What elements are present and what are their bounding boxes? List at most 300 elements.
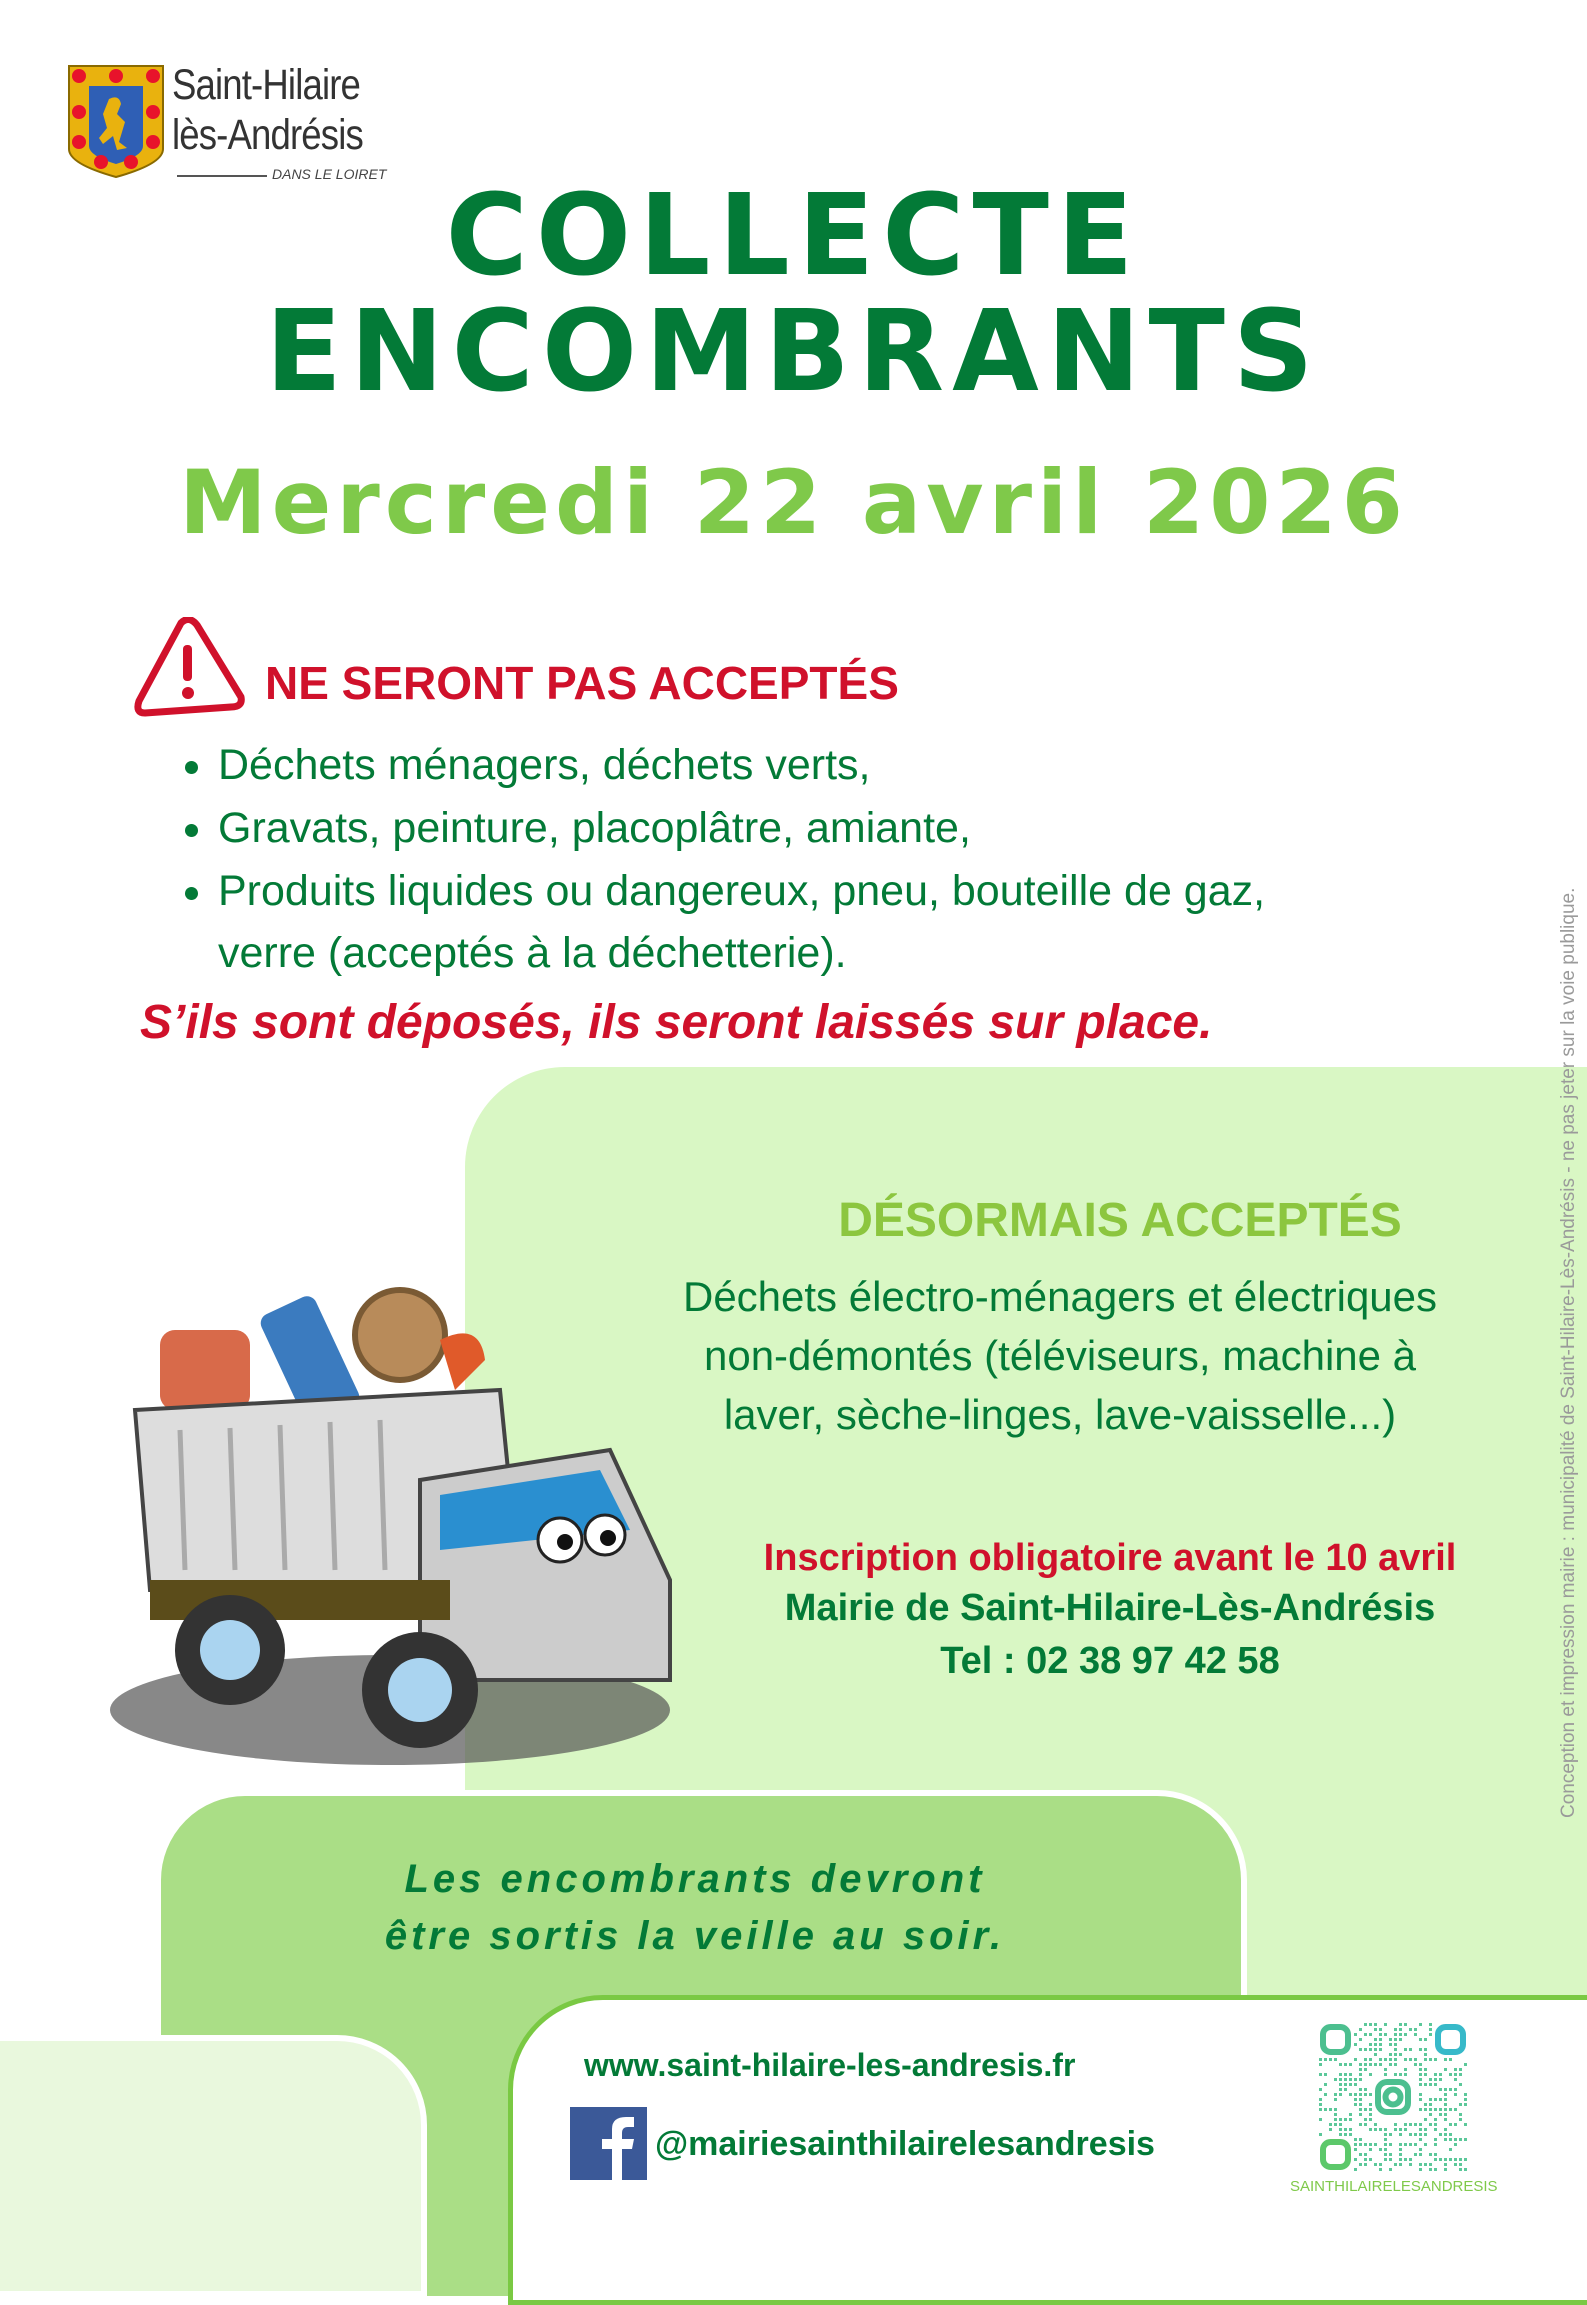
qr-module — [1414, 2123, 1417, 2126]
qr-module — [1334, 2093, 1337, 2096]
qr-module — [1364, 2143, 1367, 2146]
qr-module — [1434, 2143, 1437, 2146]
qr-module — [1334, 2108, 1337, 2111]
qr-module — [1329, 2108, 1332, 2111]
qr-module — [1394, 2063, 1397, 2066]
qr-module — [1429, 2108, 1432, 2111]
qr-module — [1424, 2053, 1427, 2056]
qr-module — [1419, 2048, 1422, 2051]
qr-module — [1424, 2068, 1427, 2071]
qr-module — [1464, 2093, 1467, 2096]
qr-module — [1364, 2093, 1367, 2096]
qr-module — [1409, 2048, 1412, 2051]
qr-module — [1364, 2158, 1367, 2161]
qr-module — [1349, 2118, 1352, 2121]
qr-module — [1389, 2143, 1392, 2146]
qr-module — [1444, 2133, 1447, 2136]
qr-module — [1429, 2078, 1432, 2081]
qr-module — [1419, 2063, 1422, 2066]
qr-module — [1449, 2148, 1452, 2151]
accepted-title: DÉSORMAIS ACCEPTÉS — [838, 1194, 1402, 1247]
accepted-line: laver, sèche-linges, lave-vaisselle...) — [723, 1391, 1397, 1438]
qr-module — [1464, 2063, 1467, 2066]
qr-module — [1419, 2168, 1422, 2171]
qr-module — [1369, 2143, 1372, 2146]
qr-module — [1399, 2073, 1402, 2076]
qr-module — [1424, 2038, 1427, 2041]
print-credit: Conception et impression mairie : municipalité de Saint-Hilaire-Lès-Andrésis - ne pas jeter sur la voie publique. — [1558, 887, 1579, 1818]
qr-module — [1419, 2163, 1422, 2166]
qr-module — [1429, 2028, 1432, 2031]
qr-module — [1454, 2163, 1457, 2166]
qr-module — [1444, 2108, 1447, 2111]
qr-module — [1354, 2043, 1357, 2046]
qr-module — [1444, 2128, 1447, 2131]
qr-module — [1434, 2078, 1437, 2081]
qr-module — [1454, 2068, 1457, 2071]
qr-module — [1389, 2053, 1392, 2056]
qr-module — [1394, 2048, 1397, 2051]
qr-module — [1364, 2033, 1367, 2036]
qr-module — [1444, 2058, 1447, 2061]
qr-module — [1344, 2083, 1347, 2086]
qr-module — [1444, 2118, 1447, 2121]
qr-module — [1364, 2023, 1367, 2026]
refused-title: NE SERONT PAS ACCEPTÉS — [265, 657, 899, 709]
website-link[interactable]: www.saint-hilaire-les-andresis.fr — [584, 2047, 1076, 2083]
qr-module — [1419, 2138, 1422, 2141]
qr-module — [1374, 2043, 1377, 2046]
qr-module — [1369, 2093, 1372, 2096]
qr-module — [1449, 2133, 1452, 2136]
qr-module — [1434, 2128, 1437, 2131]
qr-module — [1434, 2168, 1437, 2171]
qr-module — [1434, 2058, 1437, 2061]
qr-module — [1404, 2048, 1407, 2051]
instagram-handle: SAINTHILAIRELESANDRESIS — [1290, 2178, 1498, 2195]
qr-module — [1354, 2083, 1357, 2086]
qr-module — [1419, 2153, 1422, 2156]
qr-module — [1414, 2028, 1417, 2031]
qr-module — [1404, 2033, 1407, 2036]
qr-module — [1359, 2153, 1362, 2156]
qr-module — [1379, 2163, 1382, 2166]
qr-module — [1414, 2033, 1417, 2036]
qr-module — [1379, 2058, 1382, 2061]
qr-module — [1319, 2088, 1322, 2091]
qr-module — [1449, 2088, 1452, 2091]
qr-module — [1459, 2138, 1462, 2141]
qr-module — [1394, 2028, 1397, 2031]
qr-module — [1349, 2133, 1352, 2136]
qr-module — [1329, 2123, 1332, 2126]
qr-module — [1374, 2038, 1377, 2041]
qr-module — [1439, 2098, 1442, 2101]
qr-module — [1374, 2143, 1377, 2146]
qr-module — [1369, 2148, 1372, 2151]
qr-module — [1399, 2023, 1402, 2026]
qr-module — [1444, 2158, 1447, 2161]
qr-module — [1369, 2113, 1372, 2116]
qr-module — [1369, 2063, 1372, 2066]
qr-module — [1454, 2073, 1457, 2076]
qr-module — [1344, 2078, 1347, 2081]
qr-module — [1369, 2073, 1372, 2076]
qr-module — [1359, 2068, 1362, 2071]
qr-module — [1404, 2158, 1407, 2161]
qr-module — [1374, 2053, 1377, 2056]
qr-module — [1359, 2103, 1362, 2106]
qr-module — [1394, 2053, 1397, 2056]
qr-module — [1319, 2098, 1322, 2101]
qr-module — [1444, 2113, 1447, 2116]
qr-module — [1354, 2143, 1357, 2146]
qr-module — [1464, 2098, 1467, 2101]
qr-module — [1379, 2148, 1382, 2151]
qr-module — [1324, 2083, 1327, 2086]
qr-module — [1349, 2063, 1352, 2066]
qr-module — [1359, 2093, 1362, 2096]
qr-module — [1409, 2163, 1412, 2166]
qr-module — [1414, 2133, 1417, 2136]
qr-module — [1399, 2163, 1402, 2166]
qr-module — [1389, 2153, 1392, 2156]
qr-module — [1379, 2063, 1382, 2066]
qr-module — [1329, 2128, 1332, 2131]
qr-module — [1454, 2108, 1457, 2111]
qr-module — [1374, 2163, 1377, 2166]
qr-module — [1359, 2088, 1362, 2091]
qr-module — [1354, 2093, 1357, 2096]
qr-module — [1359, 2123, 1362, 2126]
qr-module — [1434, 2118, 1437, 2121]
qr-module — [1384, 2153, 1387, 2156]
qr-module — [1409, 2158, 1412, 2161]
qr-module — [1424, 2058, 1427, 2061]
qr-module — [1419, 2068, 1422, 2071]
qr-module — [1339, 2133, 1342, 2136]
qr-module — [1409, 2028, 1412, 2031]
warning-icon — [133, 617, 245, 717]
qr-module — [1334, 2113, 1337, 2116]
qr-module — [1419, 2148, 1422, 2151]
qr-module — [1424, 2108, 1427, 2111]
qr-module — [1394, 2043, 1397, 2046]
qr-module — [1379, 2033, 1382, 2036]
qr-module — [1379, 2028, 1382, 2031]
qr-module — [1404, 2068, 1407, 2071]
logo-tagline: DANS LE LOIRET — [272, 166, 387, 182]
qr-module — [1434, 2098, 1437, 2101]
qr-module — [1459, 2068, 1462, 2071]
qr-module — [1419, 2123, 1422, 2126]
qr-module — [1389, 2158, 1392, 2161]
qr-module — [1359, 2138, 1362, 2141]
qr-module — [1424, 2073, 1427, 2076]
logo-line1: Saint-Hilaire — [172, 61, 361, 109]
qr-module — [1359, 2048, 1362, 2051]
instagram-qr-code[interactable] — [1318, 2022, 1468, 2172]
qr-module — [1394, 2033, 1397, 2036]
qr-module — [1439, 2113, 1442, 2116]
qr-module — [1369, 2033, 1372, 2036]
qr-module — [1369, 2118, 1372, 2121]
qr-module — [1409, 2143, 1412, 2146]
qr-module — [1379, 2038, 1382, 2041]
qr-module — [1374, 2063, 1377, 2066]
qr-module — [1339, 2093, 1342, 2096]
qr-module — [1464, 2158, 1467, 2161]
qr-module — [1464, 2123, 1467, 2126]
qr-module — [1439, 2158, 1442, 2161]
inscription-phone: Tel : 02 38 97 42 58 — [940, 1640, 1280, 1682]
qr-module — [1389, 2038, 1392, 2041]
qr-module — [1454, 2078, 1457, 2081]
qr-module — [1424, 2048, 1427, 2051]
qr-module — [1384, 2068, 1387, 2071]
qr-module — [1384, 2033, 1387, 2036]
qr-module — [1459, 2168, 1462, 2171]
qr-module — [1459, 2163, 1462, 2166]
qr-module — [1394, 2128, 1397, 2131]
qr-module — [1354, 2103, 1357, 2106]
qr-module — [1384, 2073, 1387, 2076]
reminder-line1: Les encombrants devront — [404, 1857, 986, 1901]
facebook-handle[interactable]: @mairiesainthilairelesandresis — [655, 2125, 1155, 2163]
qr-module — [1404, 2123, 1407, 2126]
qr-module — [1444, 2088, 1447, 2091]
qr-module — [1319, 2103, 1322, 2106]
qr-module — [1389, 2043, 1392, 2046]
qr-module — [1374, 2023, 1377, 2026]
qr-module — [1424, 2128, 1427, 2131]
qr-module — [1409, 2133, 1412, 2136]
qr-module — [1349, 2128, 1352, 2131]
qr-module — [1449, 2058, 1452, 2061]
qr-module — [1424, 2083, 1427, 2086]
qr-module — [1444, 2138, 1447, 2141]
qr-module — [1349, 2093, 1352, 2096]
qr-module — [1449, 2073, 1452, 2076]
qr-module — [1334, 2098, 1337, 2101]
qr-module — [1434, 2153, 1437, 2156]
qr-module — [1419, 2128, 1422, 2131]
qr-module — [1354, 2168, 1357, 2171]
qr-module — [1364, 2058, 1367, 2061]
qr-module — [1379, 2048, 1382, 2051]
qr-module — [1449, 2158, 1452, 2161]
collection-date: Mercredi 22 avril 2026 — [179, 451, 1408, 554]
qr-module — [1459, 2073, 1462, 2076]
qr-module — [1419, 2098, 1422, 2101]
qr-module — [1324, 2108, 1327, 2111]
qr-module — [1419, 2133, 1422, 2136]
qr-module — [1434, 2123, 1437, 2126]
qr-module — [1419, 2108, 1422, 2111]
qr-module — [1369, 2023, 1372, 2026]
qr-module — [1464, 2103, 1467, 2106]
qr-module — [1319, 2108, 1322, 2111]
qr-module — [1394, 2038, 1397, 2041]
qr-module — [1334, 2118, 1337, 2121]
qr-module — [1339, 2063, 1342, 2066]
qr-module — [1454, 2088, 1457, 2091]
qr-module — [1354, 2158, 1357, 2161]
qr-module — [1324, 2093, 1327, 2096]
qr-module — [1444, 2098, 1447, 2101]
qr-module — [1319, 2073, 1322, 2076]
refused-item-continued: verre (acceptés à la déchetterie). — [218, 929, 847, 977]
corner-panel — [0, 2035, 427, 2297]
qr-module — [1364, 2118, 1367, 2121]
municipality-logo — [67, 62, 397, 187]
refused-item: Gravats, peinture, placoplâtre, amiante, — [185, 803, 971, 853]
qr-module — [1444, 2093, 1447, 2096]
qr-module — [1359, 2163, 1362, 2166]
qr-module — [1384, 2148, 1387, 2151]
qr-module — [1364, 2048, 1367, 2051]
coat-of-arms-icon — [67, 64, 165, 179]
qr-module — [1339, 2088, 1342, 2091]
qr-module — [1444, 2068, 1447, 2071]
qr-module — [1389, 2058, 1392, 2061]
qr-module — [1419, 2093, 1422, 2096]
refused-item: Produits liquides ou dangereux, pneu, bouteille de gaz, — [185, 866, 1265, 916]
qr-module — [1429, 2033, 1432, 2036]
qr-module — [1399, 2053, 1402, 2056]
qr-module — [1359, 2028, 1362, 2031]
qr-module — [1439, 2073, 1442, 2076]
qr-module — [1384, 2138, 1387, 2141]
qr-module — [1359, 2113, 1362, 2116]
qr-module — [1429, 2023, 1432, 2026]
qr-module — [1439, 2088, 1442, 2091]
qr-module — [1324, 2058, 1327, 2061]
qr-module — [1369, 2128, 1372, 2131]
facebook-icon — [570, 2107, 647, 2180]
qr-module — [1384, 2133, 1387, 2136]
qr-module — [1439, 2078, 1442, 2081]
qr-module — [1344, 2128, 1347, 2131]
qr-module — [1374, 2128, 1377, 2131]
qr-module — [1404, 2073, 1407, 2076]
qr-module — [1359, 2143, 1362, 2146]
qr-module — [1464, 2138, 1467, 2141]
qr-module — [1339, 2128, 1342, 2131]
qr-module — [1399, 2028, 1402, 2031]
qr-module — [1399, 2148, 1402, 2151]
qr-module — [1404, 2058, 1407, 2061]
qr-module — [1389, 2168, 1392, 2171]
qr-module — [1429, 2058, 1432, 2061]
qr-module — [1334, 2123, 1337, 2126]
qr-module — [1429, 2163, 1432, 2166]
logo-line2: lès-Andrésis — [172, 111, 363, 159]
qr-module — [1419, 2023, 1422, 2026]
qr-module — [1419, 2083, 1422, 2086]
qr-module — [1344, 2063, 1347, 2066]
qr-module — [1434, 2108, 1437, 2111]
qr-module — [1459, 2113, 1462, 2116]
qr-module — [1354, 2033, 1357, 2036]
qr-module — [1319, 2063, 1322, 2066]
qr-module — [1444, 2103, 1447, 2106]
qr-module — [1334, 2058, 1337, 2061]
qr-module — [1449, 2138, 1452, 2141]
qr-module — [1429, 2153, 1432, 2156]
truck-illustration — [90, 1280, 680, 1790]
qr-module — [1379, 2128, 1382, 2131]
qr-module — [1429, 2083, 1432, 2086]
qr-module — [1359, 2063, 1362, 2066]
qr-module — [1324, 2073, 1327, 2076]
qr-module — [1429, 2103, 1432, 2106]
qr-module — [1404, 2128, 1407, 2131]
qr-module — [1349, 2073, 1352, 2076]
qr-module — [1364, 2068, 1367, 2071]
qr-module — [1419, 2073, 1422, 2076]
qr-module — [1369, 2108, 1372, 2111]
qr-module — [1364, 2153, 1367, 2156]
qr-module — [1414, 2143, 1417, 2146]
inscription-place: Mairie de Saint-Hilaire-Lès-Andrésis — [784, 1587, 1436, 1629]
qr-module — [1394, 2058, 1397, 2061]
qr-module — [1414, 2153, 1417, 2156]
qr-module — [1359, 2073, 1362, 2076]
qr-module — [1399, 2038, 1402, 2041]
qr-module — [1429, 2168, 1432, 2171]
qr-module — [1359, 2078, 1362, 2081]
qr-module — [1349, 2113, 1352, 2116]
refused-warning: S’ils sont déposés, ils seront laissés sur place. — [140, 996, 1213, 1049]
qr-module — [1399, 2158, 1402, 2161]
qr-module — [1414, 2058, 1417, 2061]
qr-module — [1354, 2058, 1357, 2061]
qr-module — [1339, 2073, 1342, 2076]
qr-module — [1394, 2123, 1397, 2126]
qr-module — [1344, 2073, 1347, 2076]
qr-module — [1424, 2163, 1427, 2166]
title-line1: COLLECTE — [445, 171, 1142, 301]
qr-module — [1454, 2138, 1457, 2141]
qr-module — [1439, 2133, 1442, 2136]
qr-module — [1454, 2158, 1457, 2161]
qr-module — [1444, 2168, 1447, 2171]
qr-module — [1419, 2078, 1422, 2081]
qr-module — [1339, 2078, 1342, 2081]
qr-module — [1369, 2058, 1372, 2061]
qr-module — [1379, 2168, 1382, 2171]
qr-module — [1389, 2063, 1392, 2066]
qr-module — [1354, 2098, 1357, 2101]
accepted-line: non-démontés (téléviseurs, machine à — [703, 1332, 1417, 1379]
qr-module — [1434, 2158, 1437, 2161]
qr-module — [1359, 2108, 1362, 2111]
qr-module — [1339, 2083, 1342, 2086]
qr-module — [1364, 2063, 1367, 2066]
qr-module — [1379, 2043, 1382, 2046]
qr-module — [1449, 2123, 1452, 2126]
qr-module — [1434, 2083, 1437, 2086]
qr-module — [1319, 2133, 1322, 2136]
qr-module — [1399, 2128, 1402, 2131]
qr-module — [1414, 2063, 1417, 2066]
qr-module — [1374, 2028, 1377, 2031]
qr-module — [1409, 2123, 1412, 2126]
qr-module — [1339, 2118, 1342, 2121]
qr-module — [1354, 2138, 1357, 2141]
qr-module — [1399, 2143, 1402, 2146]
